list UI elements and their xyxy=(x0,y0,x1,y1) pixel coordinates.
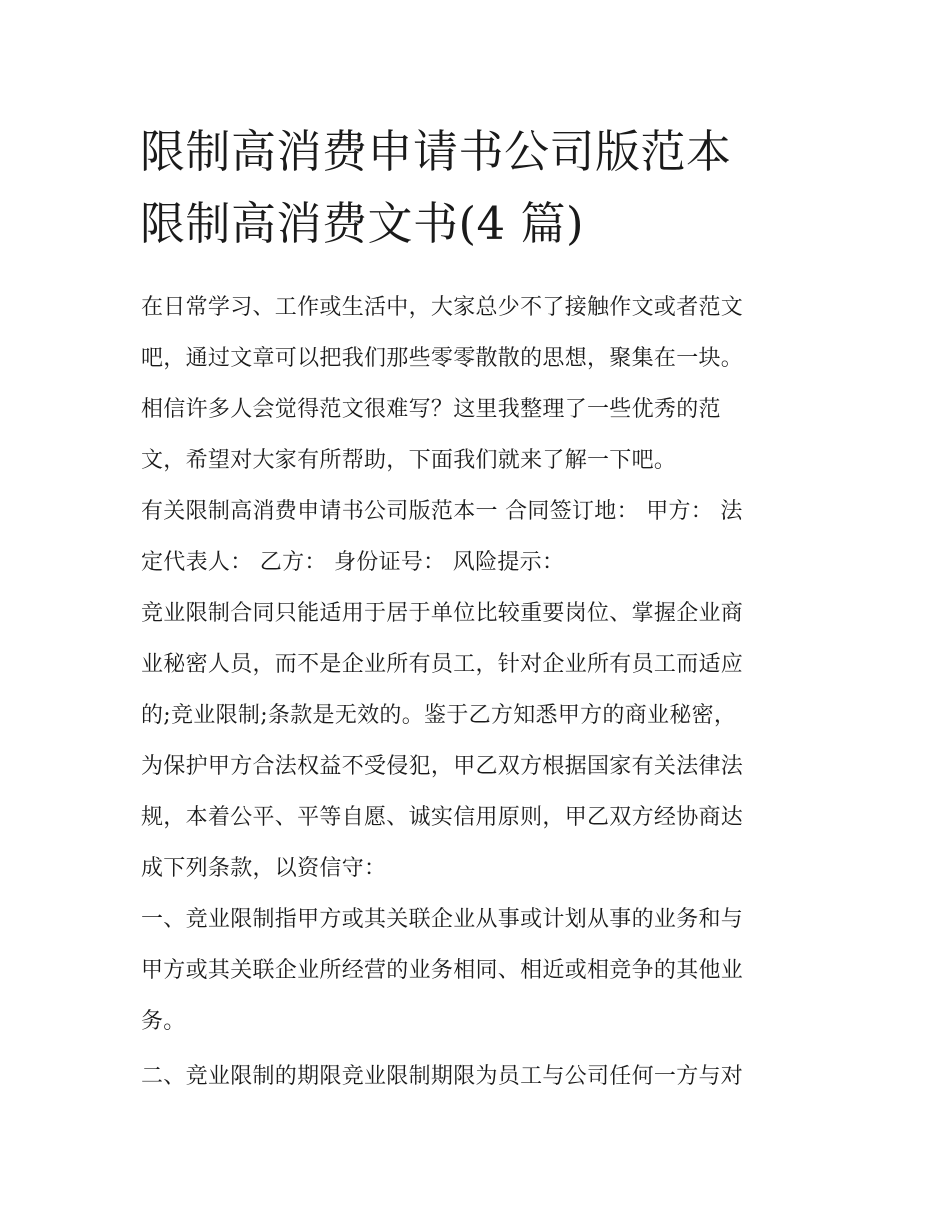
paragraph-risk-note xyxy=(141,588,821,894)
text-line: 二、竞业限制的期限竞业限制期限为员工与公司任何一方与对 xyxy=(141,1064,744,1089)
text-line: 业秘密人员，而不是企业所有员工，针对企业所有员工而适应 xyxy=(141,652,744,677)
text-line: 成下列条款，以资信守： xyxy=(141,856,387,881)
title-line-1: 限制高消费申请书公司版范本 xyxy=(140,125,732,178)
paragraph-clause-2 xyxy=(141,1051,821,1102)
text-line: 定代表人： 乙方： 身份证号： 风险提示： xyxy=(141,550,565,575)
text-line: 文，希望对大家有所帮助，下面我们就来了解一下吧。 xyxy=(141,448,677,473)
text-line: 甲方或其关联企业所经营的业务相同、相近或相竞争的其他业 xyxy=(141,958,744,983)
document-body xyxy=(141,282,821,1102)
text-line: 一、竞业限制指甲方或其关联企业从事或计划从事的业务和与 xyxy=(141,907,744,932)
title-line-2: 限制高消费文书(4 篇) xyxy=(140,197,585,250)
paragraph-contract-header xyxy=(141,486,821,588)
text-line: 有关限制高消费申请书公司版范本一 合同签订地： 甲方： 法 xyxy=(141,499,743,524)
paragraph-intro xyxy=(141,282,821,486)
paragraph-clause-1 xyxy=(141,894,821,1047)
text-line: 竞业限制合同只能适用于居于单位比较重要岗位、掌握企业商 xyxy=(141,601,744,626)
text-line: 在日常学习、工作或生活中，大家总少不了接触作文或者范文 xyxy=(141,295,744,320)
text-line: 相信许多人会觉得范文很难写？这里我整理了一些优秀的范 xyxy=(141,397,721,422)
text-line: 务。 xyxy=(141,1009,186,1034)
text-line: 为保护甲方合法权益不受侵犯，甲乙双方根据国家有关法律法 xyxy=(141,754,744,779)
text-line: 的;竞业限制;条款是无效的。鉴于乙方知悉甲方的商业秘密， xyxy=(141,703,737,728)
text-line: 吧，通过文章可以把我们那些零零散散的思想，聚集在一块。 xyxy=(141,346,744,371)
document-title xyxy=(140,116,830,260)
text-line: 规，本着公平、平等自愿、诚实信用原则，甲乙双方经协商达 xyxy=(141,805,744,830)
